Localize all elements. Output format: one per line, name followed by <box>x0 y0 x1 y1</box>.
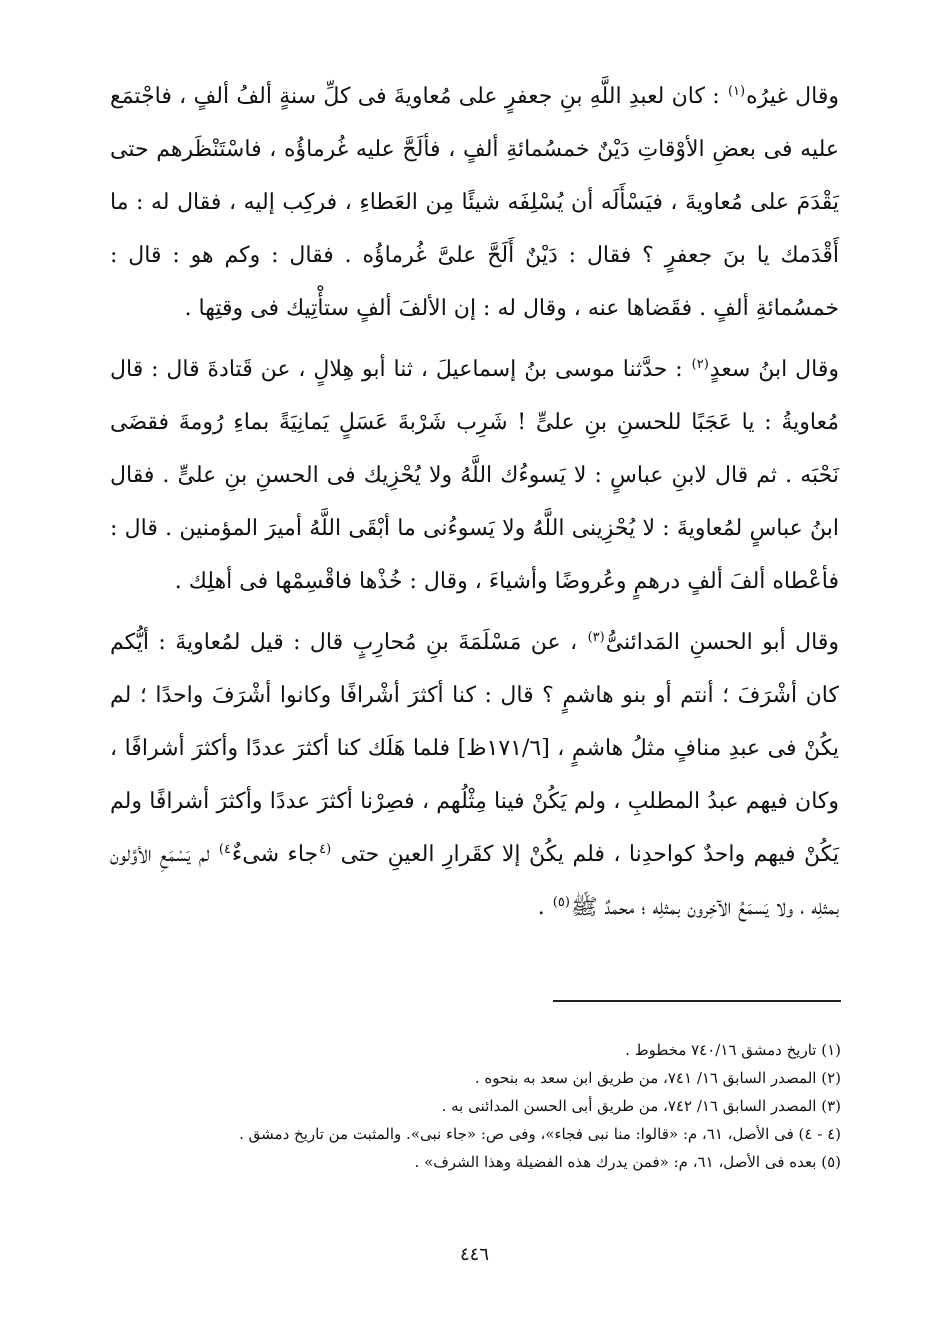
main-text <box>110 70 839 942</box>
text-segment: وقال ابنُ سعدٍ <box>709 357 839 382</box>
footnote-3: (٣) المصدر السابق ١٦/ ٧٤٢، من طريق أبى الحسن المدائنى به . <box>441 1097 841 1115</box>
paragraph-3 <box>110 616 839 934</box>
footnotes <box>110 1036 841 1176</box>
footnote-marker: (٣) <box>587 629 605 645</box>
footnote-marker: (١) <box>727 83 746 99</box>
page-number: ٤٤٦ <box>459 1244 489 1265</box>
footnote-marker: (٢) <box>691 356 709 372</box>
text-segment: : حدَّثنا موسى بنُ إسماعيلَ ، ثنا أبو هِلالٍ ، عن قَتادةَ قال : قال مُعاويةُ : يا عَجَبًا للحسنِ بنِ علىٍّ ! شَرِب شَرْبةَ عَسَلٍ يَمانِيَةً بماءِ رُومةَ فقضَى نَحْبَه . ثم قال لابنِ عباسٍ : لا يَسوءُك اللَّهُ ولا يُحْزِيك فى الحسنِ بنِ علىٍّ . فقال ابنُ عباسٍ لمُعاويةَ : لا يُحْزِينى اللَّهُ ولا يَسوءُنى ما أبْقَى اللَّهُ أميرَ المؤمنين . قال : فأعْطاه ألفَ ألفٍ درهمٍ وعُروضًا وأشياءَ ، وقال : خُذْها فاقْسِمْها فى أهلِك . <box>110 357 839 594</box>
footnote-separator <box>553 1000 841 1002</box>
footnote-marker: ٤) <box>218 841 231 857</box>
text-segment: ، عن مَسْلَمَةَ بنِ مُحارِبٍ قال : قيل لمُعاويةَ : أيُّكم كان أشْرَفَ ؛ أنتم أو بنو هاشمٍ ؟ قال : كنا أكثرَ أشْرافًا وكانوا أشْرَفَ واحدًا ؛ لم يكُنْ فى عبدِ منافٍ مثلُ هاشمٍ ، [١٧١/٦ظ] فلما هَلَك كنا أكثرَ عددًا وأكثرَ أشرافًا ، وكان فيهم عبدُ المطلبِ ، ولم يَكُنْ فينا مِثْلُهم ، فصِرْنا أكثرَ عددًا وأكثرَ أشرافًا ولم يَكُنْ فيهم واحدٌ كواحدِنا ، فلم يكُنْ إلا كقَرارِ العينِ حتى <box>110 630 839 867</box>
footnote-marker: (٥) <box>552 894 570 910</box>
text-segment: . <box>537 895 552 920</box>
paragraph-1 <box>110 70 839 335</box>
text-segment: وقال أبو الحسنِ المَدائنىُّ <box>605 630 839 655</box>
paragraph-2 <box>110 343 839 608</box>
footnote-4: (٤ - ٤) فى الأصل، ٦١، م: «قالوا: منا نبى فجاء»، وفى ص: «جاء نبى». والمثبت من تاريخ دمشق . <box>239 1125 841 1143</box>
footnote-marker: (٤ <box>319 841 332 857</box>
text-segment: : كان لعبدِ اللَّهِ بنِ جعفرٍ على مُعاويةَ فى كلِّ سنةٍ ألفُ ألفٍ ، فاجْتمَع عليه فى بعضِ الأوْقاتِ دَيْنٌ خمسُمائةِ ألفٍ ، فألَحَّ عليه غُرماؤُه ، فاسْتَنْظَرهم حتى يَقْدَمَ على مُعاويةَ ، فيَسْأَلَه أن يُسْلِفَه شيئًا مِن العَطاءِ ، فركِب إليه ، فقال له : ما أَقْدَمك يا بنَ جعفرٍ ؟ فقال : دَيْنٌ أَلَحَّ علىَّ غُرماؤُه . فقال : وكم هو : قال : خمسُمائةِ ألفٍ . فقَضاها عنه ، وقال له : إن الألفَ ألفٍ ستأْتِيك فى وقتِها . <box>110 84 839 321</box>
text-segment: وقال غيرُه <box>746 84 839 109</box>
text-segment: لم يَسْمَعِ الأوَّلون بمثلِه ، ولا يَسمَعُ الآخِرون بمثلِه ؛ محمدٌ ﷺ <box>110 842 839 920</box>
footnote-5: (٥) بعده فى الأصل، ٦١، م: «فمن يدرك هذه الفضيلة وهذا الشرف» . <box>414 1153 841 1171</box>
text-segment: جاء شىءٌ <box>231 842 319 867</box>
footnote-1: (١) تاريخ دمشق ٧٤٠/١٦ مخطوط . <box>625 1041 841 1059</box>
footnote-2: (٢) المصدر السابق ١٦/ ٧٤١، من طريق ابن سعد به بنحوه . <box>474 1069 841 1087</box>
